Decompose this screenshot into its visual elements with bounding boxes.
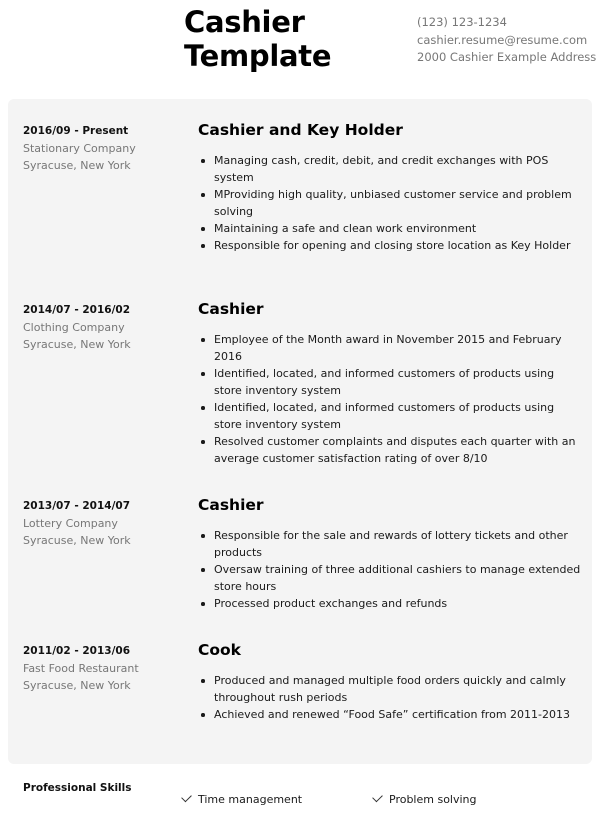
skill-label: Time management (198, 793, 303, 806)
skills-heading: Professional Skills (23, 782, 132, 794)
job-location: Syracuse, New York (23, 679, 131, 692)
job-date: 2011/02 - 2013/06 (23, 645, 131, 657)
experience-section (8, 99, 592, 764)
bullet-item: Responsible for opening and closing store location as Key Holder (198, 237, 583, 254)
job-meta (23, 498, 193, 549)
job-date: 2016/09 - Present (23, 125, 129, 137)
job-title: Cook (198, 641, 241, 659)
job-company: Fast Food Restaurant (23, 662, 139, 675)
job-bullets (198, 152, 583, 254)
contact-address: 2000 Cashier Example Address (417, 50, 597, 64)
skill-item (182, 793, 302, 806)
job-location: Syracuse, New York (23, 338, 131, 351)
resume-title (184, 5, 331, 73)
job-company: Stationary Company (23, 142, 136, 155)
job-title: Cashier (198, 300, 264, 318)
bullet-item: Managing cash, credit, debit, and credit exchanges with POS system (198, 152, 583, 186)
job-title: Cashier (198, 496, 264, 514)
job-location: Syracuse, New York (23, 534, 131, 547)
bullet-item: MProviding high quality, unbiased customer service and problem solving (198, 186, 583, 220)
job-meta (23, 123, 193, 174)
job-location: Syracuse, New York (23, 159, 131, 172)
checkmark-icon (181, 792, 192, 803)
bullet-item: Produced and managed multiple food orders quickly and calmly throughout rush periods (198, 672, 583, 706)
bullet-item: Identified, located, and informed customers of products using store inventory system (198, 365, 583, 399)
bullet-item: Processed product exchanges and refunds (198, 595, 583, 612)
job-date: 2013/07 - 2014/07 (23, 500, 131, 512)
job-bullets (198, 527, 583, 612)
job-date: 2014/07 - 2016/02 (23, 304, 131, 316)
contact-email: cashier.resume@resume.com (417, 32, 588, 47)
bullet-item: Oversaw training of three additional cashiers to manage extended store hours (198, 561, 583, 595)
skill-label: Problem solving (389, 793, 477, 806)
title-line-2: Template (184, 39, 332, 73)
job-meta (23, 643, 193, 694)
job-bullets (198, 331, 583, 467)
bullet-item: Employee of the Month award in November 2015 and February 2016 (198, 331, 583, 365)
job-title: Cashier and Key Holder (198, 121, 403, 139)
skill-item (373, 793, 477, 806)
job-bullets (198, 672, 583, 723)
bullet-item: Achieved and renewed “Food Safe” certification from 2011-2013 (198, 706, 583, 723)
title-line-1: Cashier (184, 5, 305, 39)
job-company: Clothing Company (23, 321, 125, 334)
contact-phone: (123) 123-1234 (417, 15, 507, 29)
job-meta (23, 302, 193, 353)
bullet-item: Responsible for the sale and rewards of lottery tickets and other products (198, 527, 583, 561)
job-company: Lottery Company (23, 517, 118, 530)
bullet-item: Resolved customer complaints and disputes each quarter with an average customer satisfaction rating of over 8/10 (198, 433, 583, 467)
resume-header (0, 0, 600, 96)
bullet-item: Identified, located, and informed customers of products using store inventory system (198, 399, 583, 433)
bullet-item: Maintaining a safe and clean work environment (198, 220, 583, 237)
contact-info (417, 14, 596, 67)
checkmark-icon (372, 792, 383, 803)
